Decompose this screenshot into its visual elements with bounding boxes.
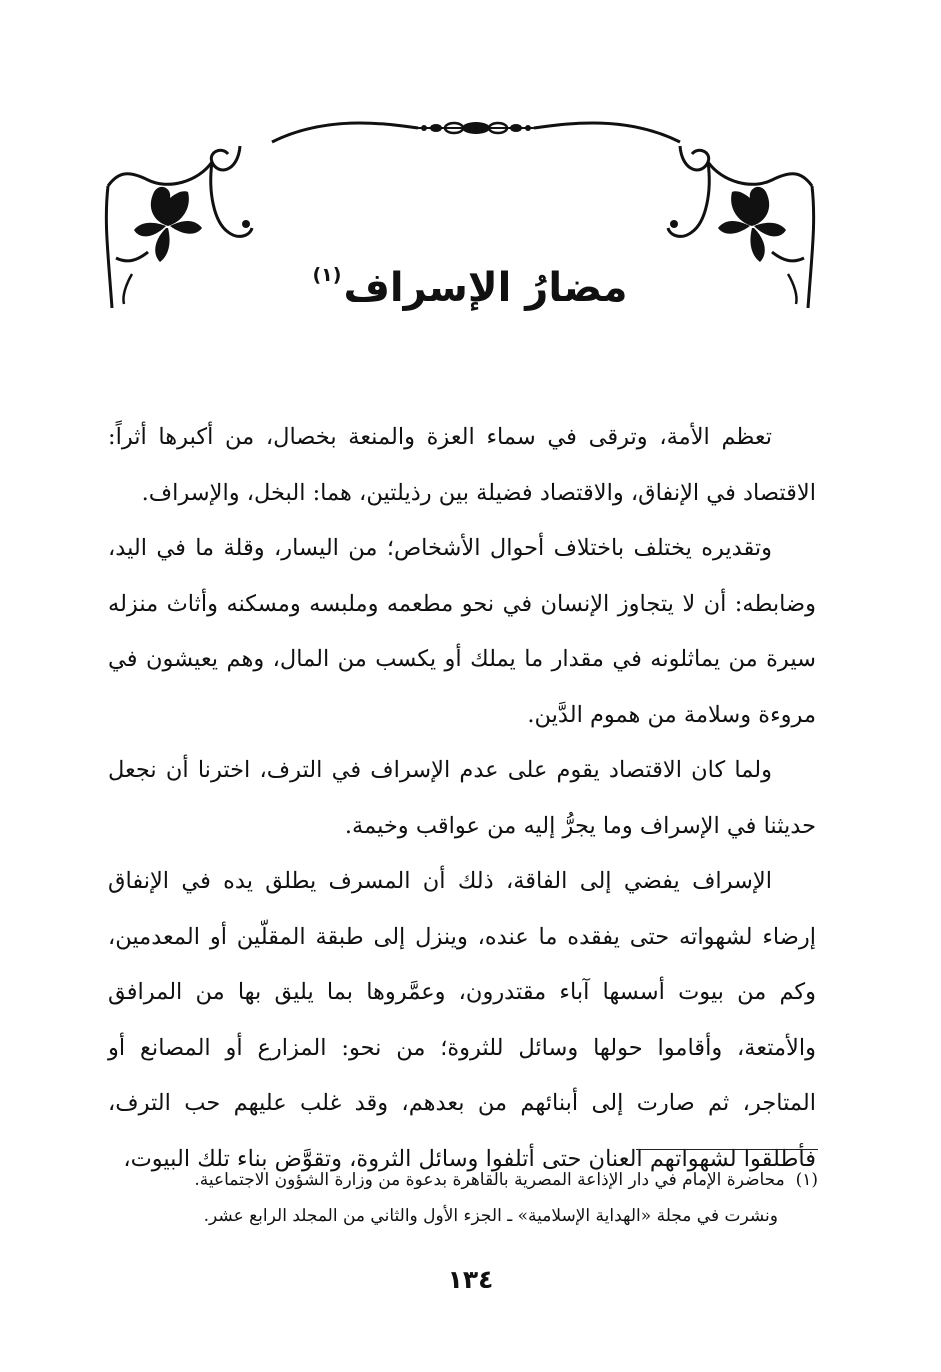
footnotes xyxy=(108,1162,818,1234)
footnote-line xyxy=(108,1162,818,1198)
paragraph: وتقديره يختلف باختلاف أحوال الأشخاص؛ من اليسار، وقلة ما في اليد، وضابطه: أن لا يتجاوز الإنسان في نحو مطعمه وملبسه ومسكنه وأثاث منزله سيرة من يماثلونه في مقدار ما يملك أو يكسب من المال، وهم يعيشون في مروءة وسلامة من هموم الدَّين. xyxy=(108,535,816,728)
footnote-divider xyxy=(636,1149,818,1150)
title-footnote-marker: (١) xyxy=(312,264,342,286)
page-title xyxy=(230,240,710,310)
paragraph: الإسراف يفضي إلى الفاقة، ذلك أن المسرف يطلق يده في الإنفاق إرضاء لشهواته حتى يفقده ما عنده، وينزل إلى طبقة المقلّين أو المعدمين، وكم من بيوت أسسها آباء مقتدرون، وعمَّروها بما يليق بها من المرافق والأمتعة، وأقاموا حولها وسائل للثروة؛ من نحو: المزارع أو المصانع أو المتاجر، ثم صارت إلى أبنائهم من بعدهم، وقد غلب عليهم حب الترف، فأطلقوا لشهواتهم العنان حتى أتلفوا وسائل الثروة، وتقوَّض بناء تلك البيوت، xyxy=(108,868,816,1172)
footnote-continuation: ونشرت في مجلة «الهداية الإسلامية» ـ الجزء الأول والثاني من المجلد الرابع عشر. xyxy=(203,1206,778,1226)
paragraph: ولما كان الاقتصاد يقوم على عدم الإسراف في الترف، اخترنا أن نجعل حديثنا في الإسراف وما يجرُّ إليه من عواقب وخيمة. xyxy=(108,757,816,839)
footnote-text: محاضرة الإمام في دار الإذاعة المصرية بالقاهرة بدعوة من وزارة الشؤون الاجتماعية. xyxy=(194,1170,785,1190)
ornament-divider-icon xyxy=(268,108,684,152)
body-text xyxy=(108,410,816,1187)
paragraph: تعظم الأمة، وترقى في سماء العزة والمنعة بخصال، من أكبرها أثراً: الاقتصاد في الإنفاق، والاقتصاد فضيلة بين رذيلتين، هما: البخل، والإسراف. xyxy=(108,424,816,506)
title-text: مضارُ الإسراف xyxy=(343,265,628,311)
footnote-marker: (١) xyxy=(795,1170,818,1190)
page-number: ١٣٤ xyxy=(447,1265,494,1294)
